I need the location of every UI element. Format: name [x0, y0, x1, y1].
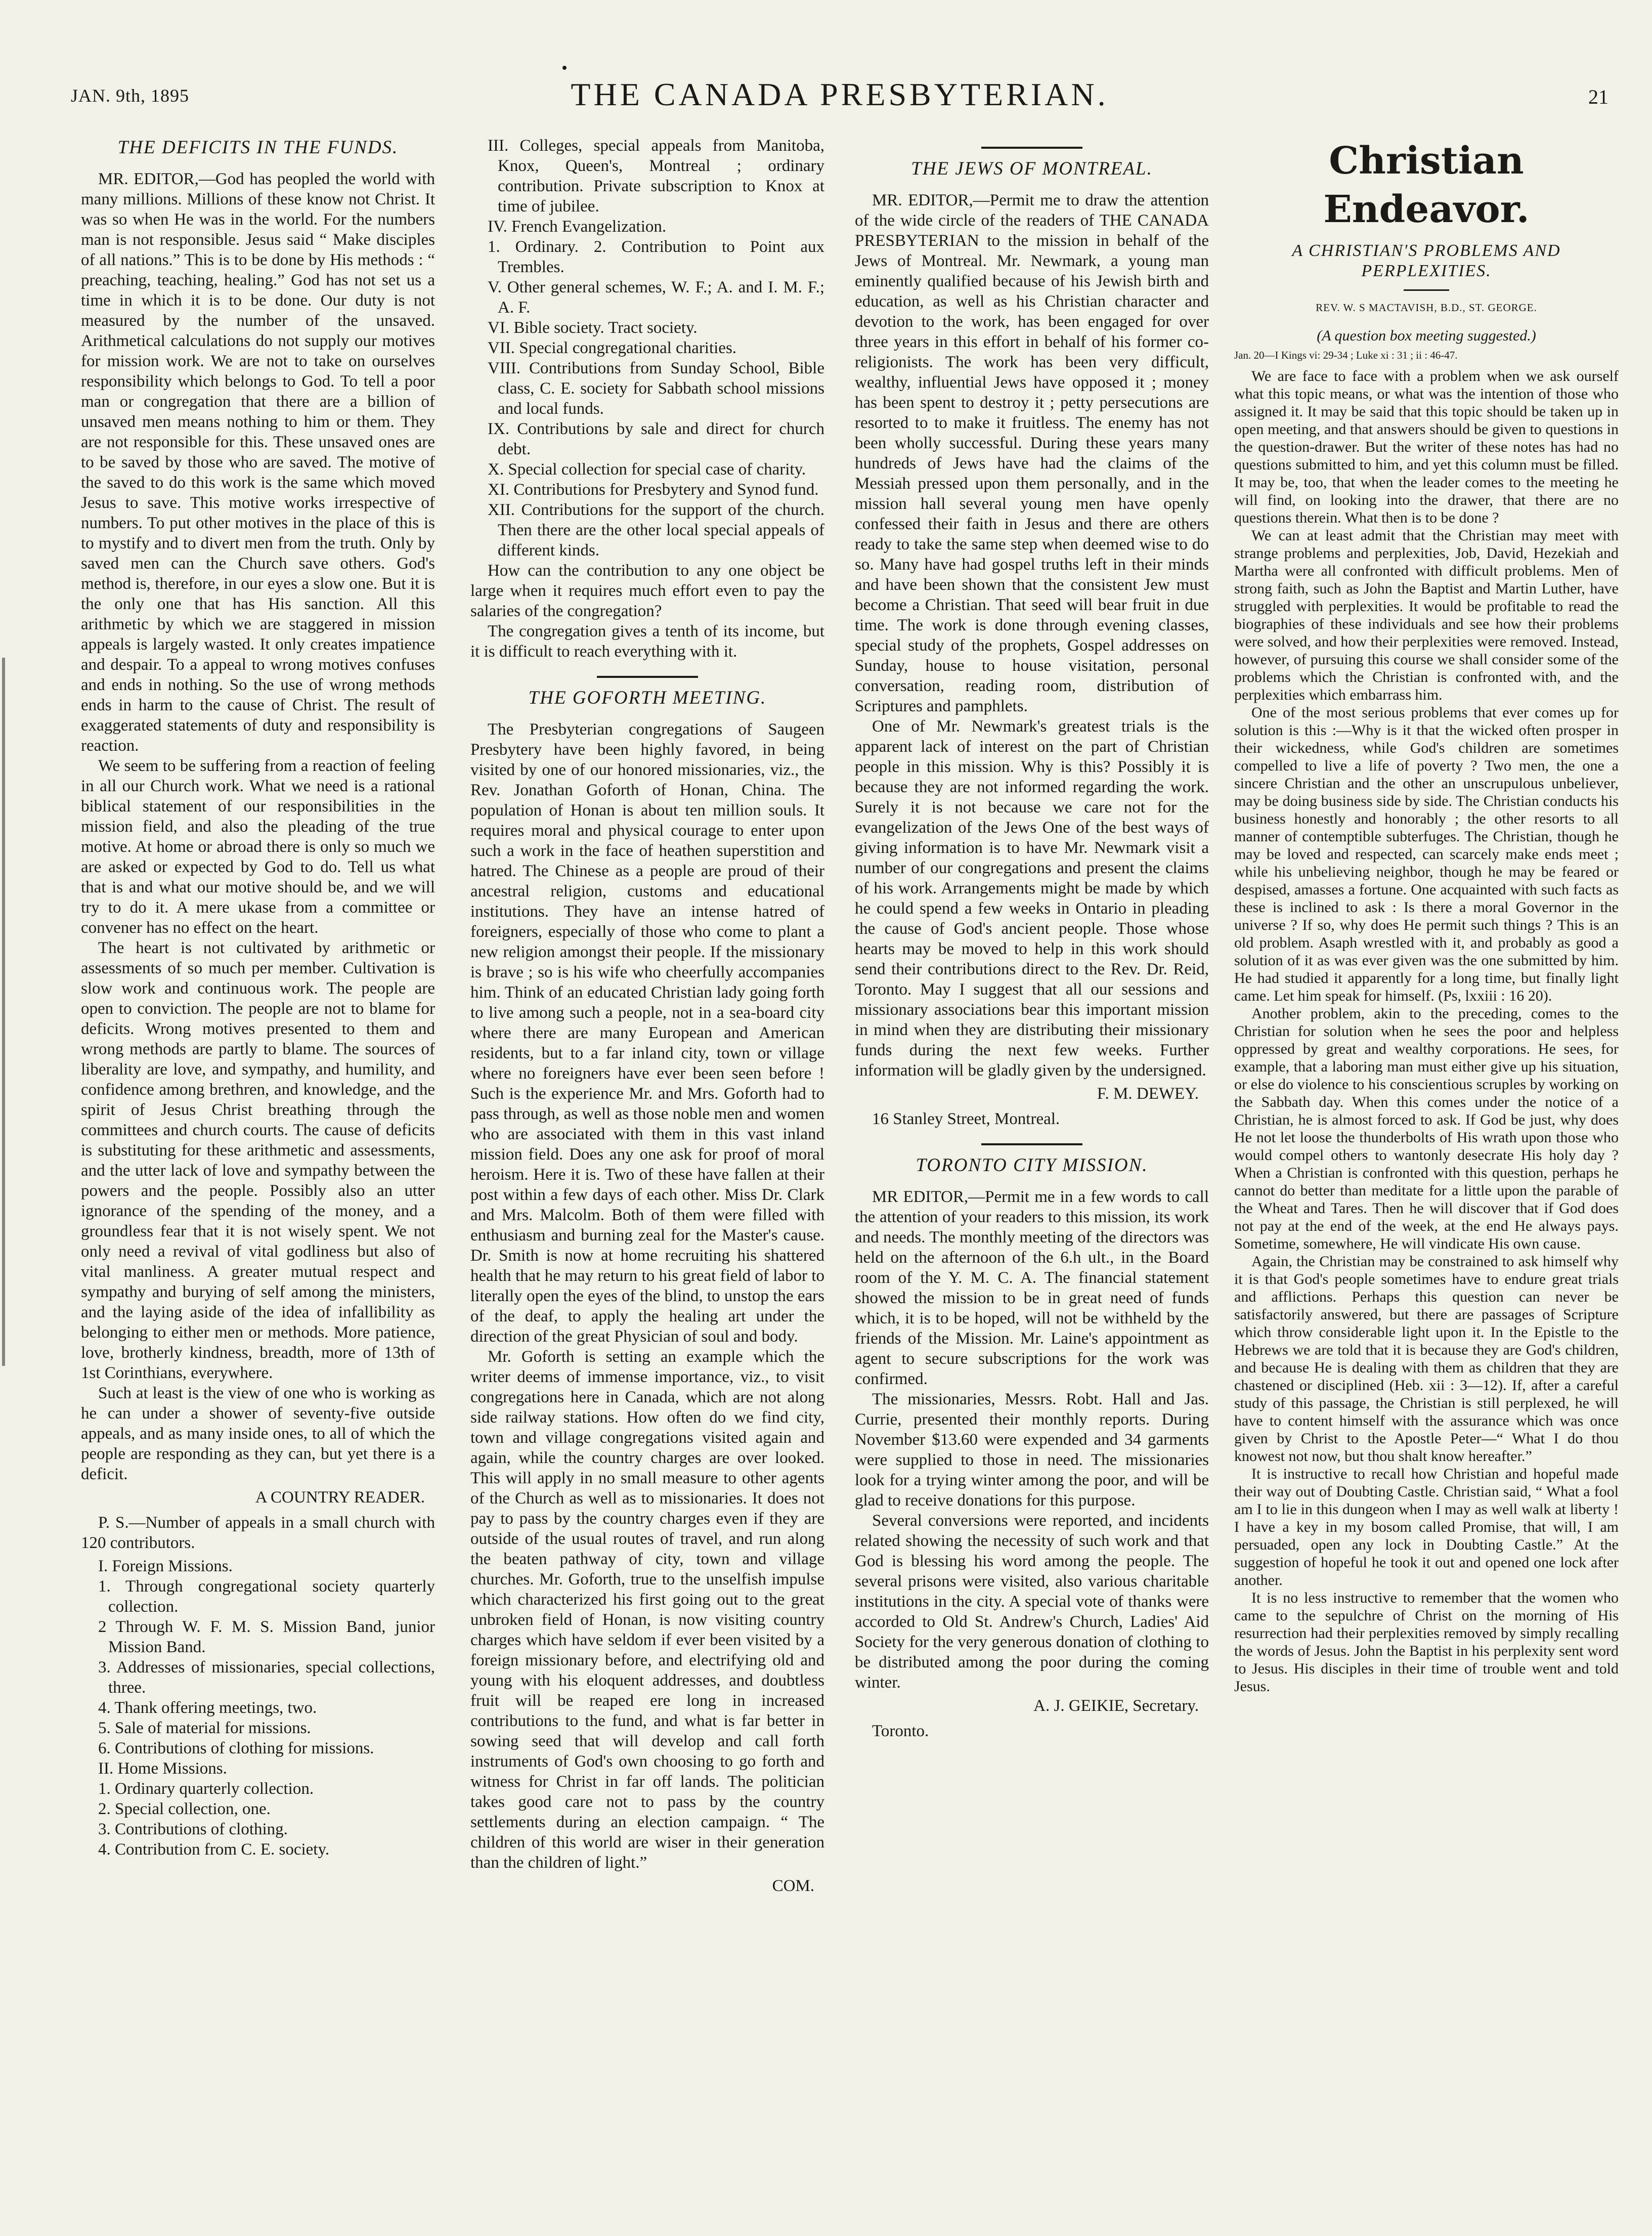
list-item: 3. Contributions of clothing.	[98, 1820, 288, 1838]
article-deficits	[81, 138, 435, 1860]
signature: A COUNTRY READER.	[255, 1488, 425, 1507]
appeals-list	[81, 1556, 435, 1860]
newspaper-title: THE CANADA PRESBYTERIAN.	[571, 76, 1109, 112]
ink-speck	[562, 66, 567, 70]
list-item: XII. Contributions for the support of the church. Then there are the other local special appeals of different kinds.	[488, 501, 824, 560]
section-subtitle: A CHRISTIAN'S PROBLEMS AND PERPLEXITIES.	[1292, 241, 1561, 280]
article-goforth	[470, 688, 824, 1896]
list-item: VI. Bible society. Tract society.	[488, 319, 698, 337]
article-paragraph: The missionaries, Messrs. Robt. Hall and Jas. Currie, presented their monthly reports. During November $13.60 were expended and 34 garments were supplied to those in need. The missionaries look for a trying winter among the poor, and will be glad to receive donations for this purpose.	[855, 1390, 1209, 1510]
article-paragraph: Another problem, akin to the preceding, comes to the Christian for solution when he sees the poor and helpless oppressed by great and wealthy corporations. He sees, for example, that a laboring man must either give up his situation, or else do violence to his conscientious scruples by working on the Sabbath day. When this comes under the notice of a Christian, he is almost forced to ask. If God be just, why does He not let loose the thunderbolts of His wrath upon those who would compel others to wantonly desecrate His holy day ? When a Christian is confronted with this question, perhaps he cannot do better than meditate for a little upon the parable of the Wheat and Tares. Then he will discover that if God does not pay at the end of the week, at the end He always pays. Sometime, somewhere, He will vindicate His own cause.	[1234, 1005, 1619, 1252]
article-toronto-city-mission	[855, 1155, 1209, 1741]
section-rule	[981, 1143, 1082, 1145]
article-paragraph: The Presbyterian congregations of Saugeen Presbytery have been highly favored, in being visited by one of our honored missionaries, viz., the Rev. Jonathan Goforth of Honan, China. The population of Honan is about ten million souls. It requires moral and physical courage to enter upon such a work in the face of heathen superstition and hatred. The Chinese as a people are proud of their ancestral religion, customs and educational institutions. They have an intense hatred of foreigners, especially of those who come to plant a new religion amongst their people. If the missionary is brave ; so is his wife who cheerfully accompanies him. Think of an educated Christian lady going forth to live among such a people, not in a sea-board city where there are many European and American residents, but to a far inland city, town or village where no foreigners have ever been seen before ! Such is the experience Mr. and Mrs. Goforth had to pass through, as well as those noble men and women who are associated with them in this vast inland mission field. Does any one ask for proof of moral heroism. Here it is. Two of these have fallen at their post within a few days of each other. Miss Dr. Clark and Mrs. Malcolm. Both of them were filled with enthusiasm and burning zeal for the Master's cause. Dr. Smith is now at home recruiting his shattered health that he may return to his great field of labor to literally open the eyes of the blind, to unstop the ears of the deaf, to apply the healing art under the direction of the great Physician of soul and body.	[470, 720, 824, 1346]
address: Toronto.	[872, 1722, 929, 1740]
article-paragraph: We can at least admit that the Christian may meet with strange problems and perplexities, Job, David, Hezekiah and Martha were all confronted with difficult problems. Men of strong faith, such as John the Baptist and Martin Luther, have struggled with perplexities. It would be profitable to read the biographies of these individuals and see how their problems were solved, and how their perplexities were removed. Instead, however, of pursuing this course we shall consider some of the problems which the Christian is confronted with, and the perplexities which embarrass him.	[1234, 527, 1619, 703]
article-paragraph: The congregation gives a tenth of its income, but it is difficult to reach everything with it.	[470, 622, 824, 661]
list-item: V. Other general schemes, W. F.; A. and I. M. F.; A. F.	[488, 278, 824, 317]
article-paragraph: MR. EDITOR,—Permit me to draw the attention of the wide circle of the readers of THE CANADA PRESBYTERIAN to the mission in behalf of the Jews of Montreal. Mr. Newmark, a young man eminently qualified because of his Jewish birth and education, as well as his Christian character and devotion to the work, has been engaged for over three years in this effort in behalf of his former co-religionists. The work has been very difficult, wealthy, influential Jews have opposed it ; money has been spent to destroy it ; petty persecutions are resorted to to make it fruitless. The enemy has not been wholly successful. During these years many hundreds of Jews have had the claims of the Messiah pressed upon them personally, and in the mission hall several young men have openly confessed their faith in Jesus and there are others ready to take the same step when deemed wise to do so. Many have had gospel truths left in their minds and have been shown that the consistent Jew must become a Christian. That seed will bear fruit in due time. The work is done through evening classes, special study of the prophets, Gospel addresses on Sunday, house to house visitation, personal conversation, reading room, distribution of Scriptures and pamphlets.	[855, 191, 1209, 715]
article-paragraph: MR EDITOR,—Permit me in a few words to call the attention of your readers to this mission, its work and needs. The monthly meeting of the directors was held on the afternoon of the 6.h ult., in the Board room of the Y. M. C. A. The financial statement showed the mission to be in great need of funds which, it is to be hoped, will not be withheld by the friends of the Mission. Mr. Laine's appointment as agent to secure subscriptions for the work was confirmed.	[855, 1188, 1209, 1388]
section-heading: Christian Endeavor.	[1323, 139, 1530, 231]
list-item: III. Colleges, special appeals from Manitoba, Knox, Queen's, Montreal ; ordinary contribution. Private subscription to Knox at time of jubilee.	[488, 137, 824, 216]
list-item: VII. Special congregational charities.	[488, 339, 737, 357]
list-item: II. Home Missions.	[98, 1759, 227, 1778]
column-2	[470, 133, 824, 2217]
list-item: I. Foreign Missions.	[98, 1557, 233, 1575]
article-christian-endeavor	[1234, 367, 1619, 1695]
list-item: IV. French Evangelization.	[488, 218, 667, 236]
article-paragraph: The heart is not cultivated by arithmetic or assessments of so much per member. Cultivation is slow work and continuous work. The people are open to conviction. The people are not to blame for deficits. Wrong motives presented to them and wrong methods are partly to blame. The sources of liberality are love, and sympathy, and humility, and confidence among brethren, and knowledge, and the spirit of Jesus Christ breathing through the committees and church courts. The cause of deficits is substituting for these arithmetic and assessments, and the utter lack of love and sympathy between the powers and the people. Possibly also an utter ignorance of the spending of the money, and a groundless fear that it is not wisely spent. We not only need a revival of vital godliness but also of vital manliness. A greater mutual respect and sympathy and burying of self among the ministers, and the laying aside of the idea of infallibility as belonging to either men or methods. More patience, love, brotherly kindness, breadth, more of 13th of 1st Corinthians, everywhere.	[81, 939, 435, 1382]
article-title: THE DEFICITS IN THE FUNDS.	[117, 137, 399, 158]
signature: COM.	[772, 1877, 814, 1895]
list-item: X. Special collection for special case of charity.	[488, 460, 806, 479]
article-paragraph: MR. EDITOR,—God has peopled the world with many millions. Millions of these know not Christ. It was so when He was in the world. For the numbers man is not responsible. Jesus said “ Make disciples of all nations.” This is to be done by His methods : “ preaching, teaching, healing.” God has not set us a time in which it is to be done. Our duty is not measured by the number of the unsaved. Arithmetical calculations do not supply our motives for mission work. We are not to take on ourselves responsibility which belongs to God. To tell a poor man or congregation that there are a billion of unsaved men means nothing to him or them. They are not responsible for this. These unsaved ones are to be saved by those who are saved. The motive of the saved to do this work is the same which moved Jesus to save. This motive works irrespective of numbers. To put other motives in the place of this is to mystify and to divert men from the truth. Only by saved men can the Church save others. God's method is, therefore, in our eyes a slow one. But it is the only one that has His sanction. All this arithmetic by which we are staggered in mission appeals is largely wasted. It only creates impatience and despair. To a appeal to wrong motives confuses and ends in nothing. So the use of wrong methods ends in harm to the cause of Christ. The result of exaggerated statements of duty and responsibility is reaction.	[81, 170, 435, 755]
scripture-references: Jan. 20—I Kings vi: 29-34 ; Luke xi : 31 ; ii : 46-47.	[1234, 349, 1458, 361]
address: 16 Stanley Street, Montreal.	[872, 1110, 1060, 1128]
list-item: 5. Sale of material for missions.	[98, 1719, 311, 1737]
section-rule	[597, 676, 698, 678]
list-item: 4. Contribution from C. E. society.	[98, 1840, 330, 1859]
meeting-note: (A question box meeting suggested.)	[1317, 327, 1536, 344]
list-item: 6. Contributions of clothing for missions.	[98, 1739, 374, 1757]
article-paragraph: One of the most serious problems that ever comes up for solution is this :—Why is it that the wicked often prosper in their wickedness, while God's children are sometimes compelled to live a life of poverty ? Two men, the one a sincere Christian and the other an unscrupulous unbeliever, may be doing business side by side. The Christian conducts his business honestly and honorably ; the other resorts to all manner of contemptible subterfuges. The Christian, though he may be loved and respected, can scarcely make ends meet ; while his unbelieving neighbor, though he may be feared or despised, amasses a fortune. One acquainted with such facts as these is inclined to ask : Is there a moral Governor in the universe ? If so, why does He permit such things ? This is an old problem. Asaph wrestled with it, and probably as good a solution of it as was ever given was the one submitted by him. He had studied it apparently for a long time, but finally light came. Let him speak for himself. (Ps, lxxiii : 16 20).	[1234, 704, 1619, 1004]
appeals-list-continued	[470, 136, 824, 561]
article-paragraph: One of Mr. Newmark's greatest trials is the apparent lack of interest on the part of Christian people in this mission. Why is this? Possibly it is because they are not informed regarding the work. Surely it is not because we care not for the evangelization of the Jews One of the best ways of giving information is to have Mr. Newmark visit a number of our congregations and present the claims of his work. Arrangements might be made by which he could spend a few weeks in Ontario in pleading the cause of God's ancient people. Those whose hearts may be moved to help in this work should send their contributions direct to the Rev. Dr. Reid, Toronto. May I suggest that all our sessions and missionary associations bear this important mission in mind when they are distributing their missionary funds during the next few weeks. Further information will be gladly given by the undersigned.	[855, 717, 1209, 1080]
list-item: 1. Ordinary quarterly collection.	[98, 1780, 314, 1798]
masthead	[71, 76, 1608, 121]
list-item: 2. Special collection, one.	[98, 1800, 271, 1818]
article-paragraph: Several conversions were reported, and incidents related showing the necessity of such work and that God is blessing his word among the people. The several prisons were visited, also various charitable institutions in the city. A special vote of thanks were accorded to Old St. Andrew's Church, Ladies' Aid Society for the very generous donation of clothing to be distributed among the poor during the coming winter.	[855, 1512, 1209, 1692]
section-rule	[981, 147, 1082, 149]
column-3	[855, 133, 1209, 2217]
column-4	[1234, 133, 1619, 2217]
article-paragraph: We seem to be suffering from a reaction of feeling in all our Church work. What we need is a rational biblical statement of our responsibilities in the mission field, and also the pleading of the true motive. At home or abroad there is only so much we are asked or expected by God to do. Tell us what that is and what our motive should be, and we will try to do it. A mere ukase from a committee or convener has no effect on the heart.	[81, 757, 435, 937]
article-paragraph: It is no less instructive to remember that the women who came to the sepulchre of Christ on the morning of His resurrection had their perplexities removed by simply recalling the words of Jesus. John the Baptist in his perplexity sent word to Jesus. His disciples in their time of trouble went and told Jesus.	[1234, 1589, 1619, 1695]
list-item: 2 Through W. F. M. S. Mission Band, junior Mission Band.	[98, 1618, 435, 1656]
article-paragraph: It is instructive to recall how Christian and hopeful made their way out of Doubting Castle. Christian said, “ What a fool am I to lie in this dungeon when I may as well walk at liberty ! I have a key in my bosom called Promise, that will, I am persuaded, open any lock in Doubting Castle.” At the suggestion of hopeful he took it out and opened one lock after another.	[1234, 1466, 1619, 1588]
article-title: THE GOFORTH MEETING.	[528, 687, 767, 708]
list-item: 1. Through congregational society quarterly collection.	[98, 1577, 435, 1616]
list-item: VIII. Contributions from Sunday School, Bible class, C. E. society for Sabbath school missions and local funds.	[488, 359, 824, 418]
article-title: THE JEWS OF MONTREAL.	[911, 158, 1153, 179]
article-paragraph: Mr. Goforth is setting an example which the writer deems of immense importance, viz., to visit congregations here in Canada, which are not along side railway stations. How often do we find city, town and village congregations visited again and again, while the country charges are over looked. This will apply in no small measure to other agents of the Church as well as to missionaries. It does not pay to pass by the country charges even if they are outside of the usual routes of travel, and run along the beaten pathway of city, town and village churches. Mr. Goforth, true to the unselfish impulse which characterized his first going out to the great unbroken field of Honan, is now visiting country charges which have seldom if ever been visited by a foreign missionary before, and electrifying old and young with his eloquent addresses, and doubtless fruit will be reaped ere long in increased contributions to the fund, and what is far better in sowing seed that will develop and call forth instruments of God's own choosing to go forth and witness for Christ in far off lands. The politician takes good care not to pass by the country settlements during an election campaign. “ The children of this world are wiser in their generation than the children of light.”	[470, 1348, 824, 1872]
article-paragraph: How can the contribution to any one object be large when it requires much effort even to pay the salaries of the congregation?	[470, 562, 824, 620]
signature: F. M. DEWEY.	[1097, 1085, 1199, 1103]
binding-edge-marks	[0, 658, 8, 1366]
author-byline: REV. W. S MACTAVISH, B.D., ST. GEORGE.	[1316, 302, 1537, 314]
article-title: TORONTO CITY MISSION.	[916, 1155, 1148, 1176]
article-paragraph: We are face to face with a problem when we ask ourself what this topic means, or what was the intention of those who assigned it. It may be said that this topic should be taken up in open meeting, and that answers should be given to questions in the question-drawer. But the writer of these notes has had no questions submitted to him, and yet this column must be filled. It may be, too, that when the leader comes to the meeting he will find, on looking into the drawer, that there are no questions therein. What then is to be done ?	[1234, 368, 1619, 526]
article-paragraph: Again, the Christian may be constrained to ask himself why it is that God's people sometimes have to endure great trials and afflictions. Perhaps this question can never be satisfactorily answered, but there are passages of Scripture which throw considerable light upon it. In the Epistle to the Hebrews we are told that it is because they are God's children, and because He is dealing with them as children that they are chastened or disciplined (Heb. xii : 3—12). If, after a careful study of this passage, the Christian is still perplexed, he will have to content himself with the assurance which was once given by Christ to the Apostle Peter—“ What I do thou knowest not now, but thou shalt know hereafter.”	[1234, 1253, 1619, 1465]
postscript: P. S.—Number of appeals in a small church with 120 contributors.	[81, 1514, 435, 1552]
issue-date: JAN. 9th, 1895	[71, 85, 190, 106]
section-rule	[1404, 289, 1449, 291]
column-1	[81, 133, 435, 2217]
list-item: XI. Contributions for Presbytery and Synod fund.	[488, 481, 819, 499]
list-item: 4. Thank offering meetings, two.	[98, 1699, 317, 1717]
article-deficits-closing	[470, 561, 824, 662]
signature: A. J. GEIKIE, Secretary.	[1033, 1697, 1199, 1715]
article-jews-of-montreal	[855, 159, 1209, 1129]
page-number: 21	[1588, 85, 1608, 108]
list-item: 3. Addresses of missionaries, special collections, three.	[98, 1658, 435, 1697]
list-item: 1. Ordinary. 2. Contribution to Point aux Trembles.	[488, 238, 824, 276]
list-item: IX. Contributions by sale and direct for church debt.	[488, 420, 824, 458]
article-paragraph: Such at least is the view of one who is working as he can under a shower of seventy-five outside appeals, and as many inside ones, to all of which the people are responding as they can, but yet there is a deficit.	[81, 1384, 435, 1483]
